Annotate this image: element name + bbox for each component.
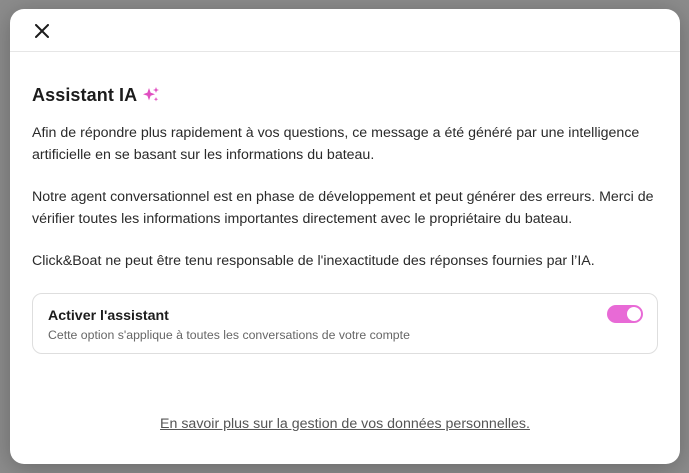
close-icon: [35, 24, 49, 38]
toggle-subtitle: Cette option s'applique à toutes les conversations de votre compte: [48, 327, 410, 342]
sparkle-icon: [141, 85, 161, 105]
assistant-toggle-card: [32, 293, 658, 354]
toggle-title: Activer l'assistant: [48, 307, 169, 324]
disclaimer-paragraph-3: Click&Boat ne peut être tenu responsable de l'inexactitude des réponses fournies par l’IA.: [32, 253, 595, 269]
privacy-link-row: [10, 415, 680, 433]
modal-body: [10, 82, 680, 354]
disclaimer-paragraph-1: Afin de répondre plus rapidement à vos questions, ce message a été généré par une intelligence artificielle en se basant sur les informations du bateau.: [32, 125, 640, 163]
close-button[interactable]: [32, 21, 52, 41]
title-row: [32, 82, 658, 108]
assistant-toggle-switch[interactable]: [607, 305, 643, 323]
modal-header: [10, 9, 680, 52]
toggle-knob: [627, 307, 641, 321]
disclaimer-paragraph-2: Notre agent conversationnel est en phase de développement et peut générer des erreurs. Merci de vérifier toutes les informations importantes directement avec le propriétaire du bateau.: [32, 189, 654, 227]
modal-title: Assistant IA: [32, 84, 138, 105]
ai-assistant-modal: [10, 9, 680, 464]
privacy-link[interactable]: En savoir plus sur la gestion de vos données personnelles.: [160, 416, 530, 432]
